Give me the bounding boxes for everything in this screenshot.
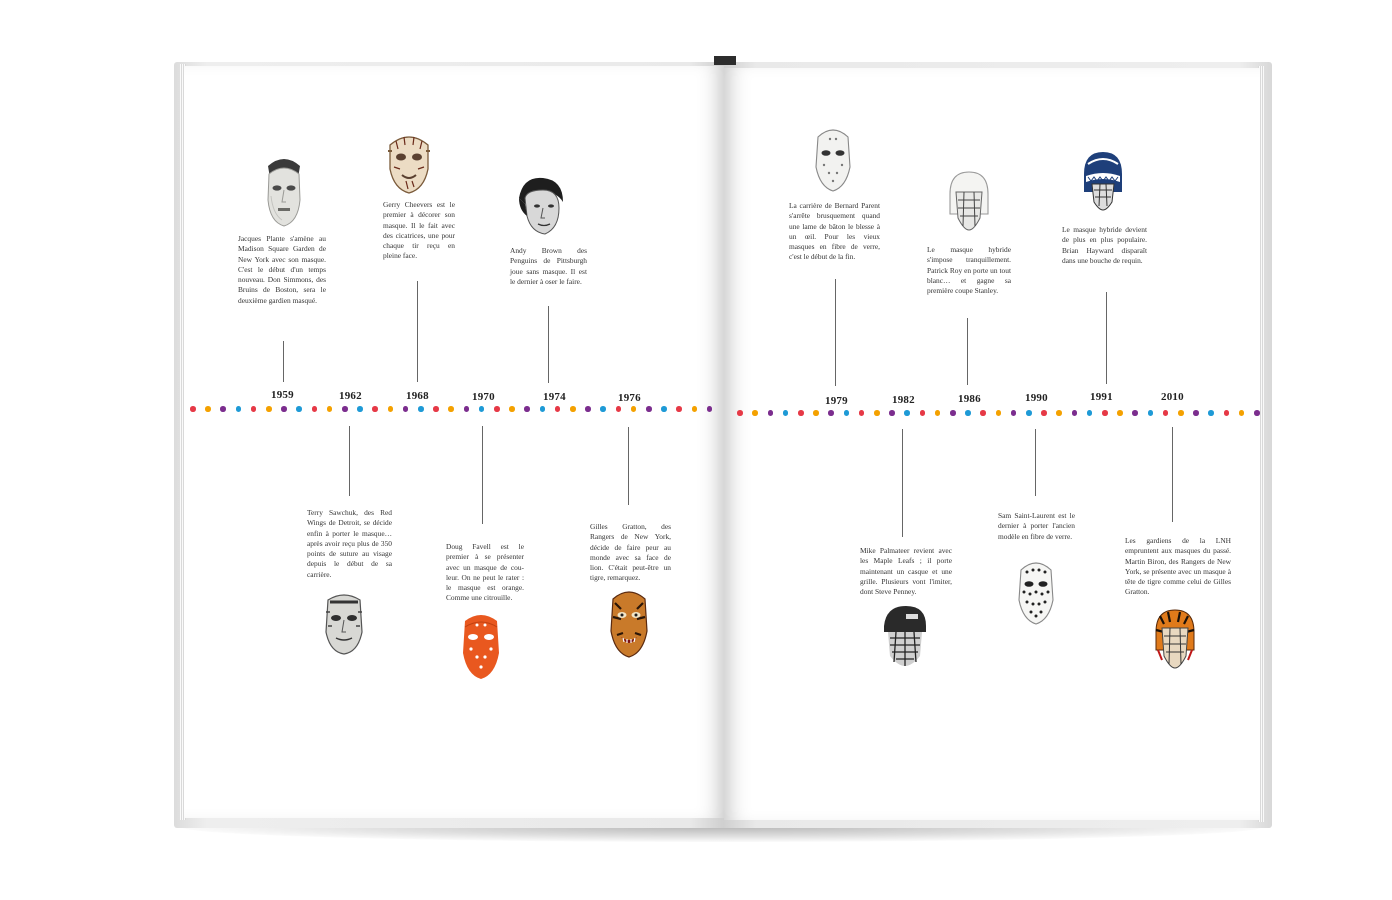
caption-1968: Gerry Cheevers est le premier à décorer son masque. Il le fait avec des cicatrices, une pour chaque tir reçu en pleine face. (383, 200, 455, 261)
connector-1990 (1035, 429, 1036, 496)
year-1976: 1976 (618, 392, 641, 404)
year-1962: 1962 (339, 390, 362, 402)
timeline-dot (828, 410, 834, 416)
year-1974: 1974 (543, 391, 566, 403)
timeline-dot (403, 406, 409, 412)
cheevers-mask-icon (384, 131, 434, 195)
timeline-dot (692, 406, 698, 412)
timeline-dot (646, 406, 652, 412)
right-page (724, 68, 1260, 820)
connector-1976 (628, 427, 629, 505)
timeline-dot (479, 406, 485, 412)
timeline-dot (1072, 410, 1078, 416)
hayward-shark-mask-icon (1080, 150, 1126, 212)
timeline-dot (935, 410, 941, 416)
timeline-dotted-line (190, 405, 1260, 419)
year-2010: 2010 (1161, 391, 1184, 403)
connector-1979 (835, 279, 836, 386)
timeline-dot (1254, 410, 1260, 416)
timeline-dot (1163, 410, 1169, 416)
timeline-dot (600, 406, 606, 412)
saint-laurent-mask-icon (1015, 560, 1057, 626)
connector-1962 (349, 426, 350, 496)
timeline-dot (1224, 410, 1230, 416)
timeline-dot (464, 406, 470, 412)
timeline-dot (494, 406, 500, 412)
timeline-dot (433, 406, 439, 412)
timeline-dot (889, 410, 895, 416)
roy-hybrid-mask-icon (946, 170, 992, 236)
year-1959: 1959 (271, 389, 294, 401)
timeline-dot (236, 406, 242, 412)
timeline-dot (1148, 410, 1154, 416)
year-1990: 1990 (1025, 392, 1048, 404)
caption-1986: Le masque hybride s'impose tranquillement. Patrick Roy en porte un tout blanc… et gagne sa première coupe Stanley. (927, 245, 1011, 296)
timeline-dot (1056, 410, 1062, 416)
timeline-dot (859, 410, 865, 416)
timeline-dot (1087, 410, 1093, 416)
gratton-tiger-mask-icon (607, 589, 651, 659)
timeline-dot (448, 406, 454, 412)
timeline-dot (555, 406, 561, 412)
timeline-dot (524, 406, 530, 412)
caption-1976: Gilles Gratton, des Rangers de New York, décide de faire peur au monde avec sa face de lion. C'était peut-être un tigre, remarquez. (590, 522, 671, 583)
timeline-dot (1041, 410, 1047, 416)
timeline-dot (616, 406, 622, 412)
connector-1991 (1106, 292, 1107, 384)
timeline-dot (661, 406, 667, 412)
timeline-dot (190, 406, 196, 412)
caption-1974: Andy Brown des Penguins de Pittsburgh joue sans masque. Il est le dernier à oser le faire. (510, 246, 587, 286)
timeline-dot (980, 410, 986, 416)
year-1986: 1986 (958, 393, 981, 405)
bookmark-ribbon (714, 56, 736, 65)
timeline-dot (874, 410, 880, 416)
caption-2010: Les gardiens de la LNH empruntent aux masques du passé. Martin Biron, des Rangers de New York, se présente avec un masque à tête de tigre comme celui de Gilles Gratton. (1125, 536, 1231, 597)
timeline-dot (312, 406, 318, 412)
timeline-dot (813, 410, 819, 416)
timeline-dot (950, 410, 956, 416)
timeline-dot (281, 406, 287, 412)
year-1968: 1968 (406, 390, 429, 402)
timeline-dot (418, 406, 424, 412)
timeline-dot (1011, 410, 1017, 416)
timeline-dot (1026, 410, 1032, 416)
timeline-dot (1239, 410, 1245, 416)
year-1979: 1979 (825, 395, 848, 407)
caption-1982: Mike Palmateer revient avec les Maple Leafs ; il porte maintenant un casque et une grille. Plusieurs vont l'imiter, dont Steve Penney. (860, 546, 952, 597)
timeline-dot (509, 406, 515, 412)
timeline-dot (388, 406, 394, 412)
timeline-dot (205, 406, 211, 412)
timeline-dot (266, 406, 272, 412)
timeline-dot (1208, 410, 1214, 416)
caption-1970: Doug Favell est le premier à se présenter avec un masque de couleur. On ne peut le rater : le masque est orange. Comme une citrouille. (446, 542, 524, 603)
caption-1959: Jacques Plante s'amène au Madison Square Garden de New York avec son masque. C'est le début d'un temps nouveau. Don Simmons, des Bruins de Boston, sera le deuxième gardien masqué. (238, 234, 326, 305)
timeline-dot (540, 406, 546, 412)
timeline-dot (965, 410, 971, 416)
caption-1991: Le masque hybride devient de plus en plus populaire. Brian Hayward disparaît dans une bouche de requin. (1062, 225, 1147, 265)
timeline-dot (798, 410, 804, 416)
timeline-dot (585, 406, 591, 412)
connector-1986 (967, 318, 968, 385)
connector-1968 (417, 281, 418, 382)
timeline-dot (631, 406, 637, 412)
timeline-dot (783, 410, 789, 416)
plante-mask-icon (262, 156, 306, 228)
timeline-dot (251, 406, 257, 412)
timeline-dot (904, 410, 910, 416)
connector-1970 (482, 426, 483, 524)
timeline-dot (737, 410, 743, 416)
timeline-dot (707, 406, 713, 412)
timeline-dot (372, 406, 378, 412)
timeline-dot (342, 406, 348, 412)
timeline-dot (570, 406, 576, 412)
connector-1974 (548, 306, 549, 383)
palmateer-helmet-cage-icon (880, 604, 930, 670)
timeline-dot (1102, 410, 1108, 416)
connector-1959 (283, 341, 284, 382)
timeline-dot (1117, 410, 1123, 416)
connector-1982 (902, 429, 903, 537)
favell-orange-mask-icon (457, 613, 505, 681)
timeline-dot (1178, 410, 1184, 416)
timeline-dot (327, 406, 333, 412)
year-1991: 1991 (1090, 391, 1113, 403)
biron-tiger-mask-icon (1152, 608, 1198, 672)
timeline-dot (752, 410, 758, 416)
timeline-dot (920, 410, 926, 416)
timeline-dot (844, 410, 850, 416)
year-1982: 1982 (892, 394, 915, 406)
caption-1962: Terry Sawchuk, des Red Wings de Detroit, se décide enfin à porter le masque… après avoir reçu plus de 350 points de suture au visage depuis le début de sa carrière. (307, 508, 392, 579)
timeline-dot (296, 406, 302, 412)
timeline-dot (357, 406, 363, 412)
timeline-dot (220, 406, 226, 412)
parent-mask-icon (812, 127, 854, 193)
timeline-dot (768, 410, 774, 416)
caption-1979: La carrière de Bernard Parent s'arrête brusquement quand une lame de bâton le blesse à un œil. Pour les vieux masques en fibre de verre, c'est le début de la fin. (789, 201, 880, 262)
caption-1990: Sam Saint-Laurent est le dernier à porter l'ancien modèle en fibre de verre. (998, 511, 1075, 541)
timeline-dot (1193, 410, 1199, 416)
timeline-dot (676, 406, 682, 412)
sawchuk-mask-icon (320, 592, 368, 656)
year-1970: 1970 (472, 391, 495, 403)
timeline-dot (996, 410, 1002, 416)
andy-brown-portrait-icon (517, 176, 565, 238)
connector-2010 (1172, 427, 1173, 522)
timeline-dot (1132, 410, 1138, 416)
